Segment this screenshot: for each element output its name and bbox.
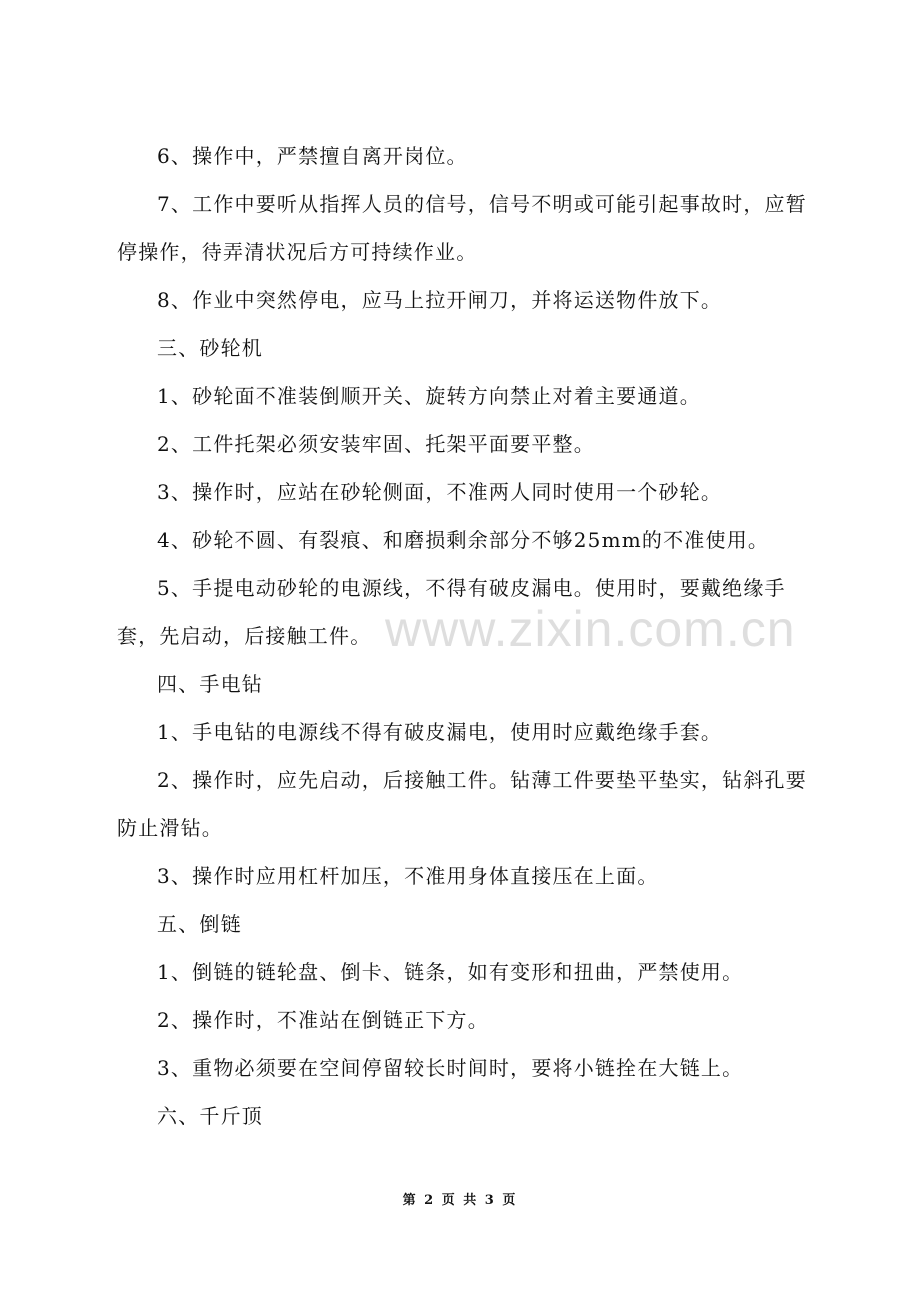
paragraph-16: 2、操作时，不准站在倒链正下方。 (157, 1008, 489, 1032)
paragraph-3: 8、作业中突然停电，应马上拉开闸刀，并将运送物件放下。 (157, 288, 723, 312)
section-heading-jack: 六、千斤顶 (157, 1104, 263, 1128)
page-footer: 第 2 页 共 3 页 (402, 1193, 518, 1208)
section-heading-hand-drill: 四、手电钻 (157, 672, 263, 696)
paragraph-12: 2、操作时，应先启动，后接触工件。钻薄工件要垫平垫实，钻斜孔要防止滑钻。 (117, 768, 807, 840)
document-body (117, 132, 817, 1140)
watermark: www.zixin.com.cn (385, 601, 796, 657)
paragraph-13: 3、操作时应用杠杆加压，不准用身体直接压在上面。 (157, 864, 659, 888)
paragraph-5: 1、砂轮面不准装倒顺开关、旋转方向禁止对着主要通道。 (157, 384, 701, 408)
paragraph-17: 3、重物必须要在空间停留较长时间时，要将小链拴在大链上。 (157, 1056, 744, 1080)
paragraph-9: 5、手提电动砂轮的电源线，不得有破皮漏电。使用时，要戴绝缘手套，先启动，后接触工件。 (117, 576, 786, 648)
paragraph-2: 7、工作中要听从指挥人员的信号，信号不明或可能引起事故时，应暂停操作，待弄清状况后方可持续作业。 (117, 192, 807, 264)
paragraph-11: 1、手电钻的电源线不得有破皮漏电，使用时应戴绝缘手套。 (157, 720, 723, 744)
paragraph-8: 4、砂轮不圆、有裂痕、和磨损剩余部分不够25mm的不准使用。 (157, 528, 770, 552)
paragraph-15: 1、倒链的链轮盘、倒卡、链条，如有变形和扭曲，严禁使用。 (157, 960, 744, 984)
paragraph-7: 3、操作时，应站在砂轮侧面，不准两人同时使用一个砂轮。 (157, 480, 723, 504)
paragraph-6: 2、工件托架必须安装牢固、托架平面要平整。 (157, 432, 595, 456)
section-heading-grinder: 三、砂轮机 (157, 336, 263, 360)
paragraph-1: 6、操作中，严禁擅自离开岗位。 (157, 144, 468, 168)
section-heading-chain-hoist: 五、倒链 (157, 912, 242, 936)
